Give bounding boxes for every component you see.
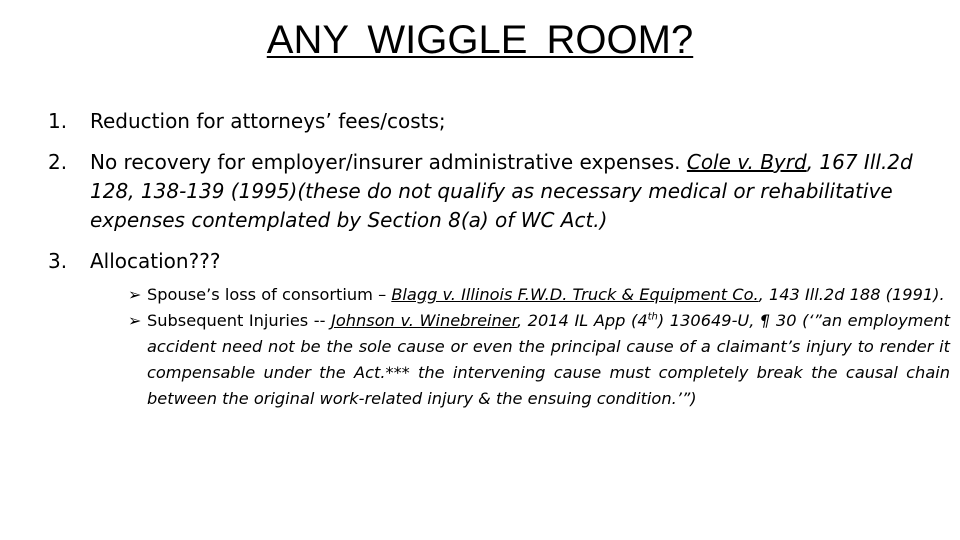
list-item-text: Allocation???	[90, 249, 221, 273]
case-citation-post: ) 130649-U, ¶ 30 (‘”an employment accident need not be the sole cause or even the principal cause of a claimant’s injury to render it compensable under the Act.*** the intervening cause must completely break the causal chain between the original work-related injury & the ensuing condition.’”)	[147, 311, 950, 408]
list-item-1	[48, 107, 914, 136]
sub-item-consortium	[128, 282, 950, 308]
sub-item-lead: Subsequent Injuries --	[147, 311, 332, 330]
case-name-cole: Cole v. Byrd	[686, 150, 807, 174]
list-item-lead: No recovery for employer/insurer administrative expenses.	[90, 150, 687, 174]
case-citation: , 167 Ill.2d 128, 138-139 (1995)(these do not qualify as necessary medical or rehabilitative expenses contemplated by Section 8(a) of WC Act.)	[90, 150, 913, 232]
case-name-johnson: Johnson v. Winebreiner	[331, 311, 517, 330]
sub-item-lead: Spouse’s loss of consortium –	[147, 285, 392, 304]
list-item-text	[90, 148, 914, 235]
list-item-2	[48, 148, 914, 235]
case-name-blagg: Blagg v. Illinois F.W.D. Truck & Equipment Co.	[391, 285, 759, 304]
arrow-bullet-icon: ➢	[128, 311, 142, 330]
list-item-text: Reduction for attorneys’ fees/costs;	[90, 109, 446, 133]
ordinal-superscript: th	[647, 311, 658, 323]
sub-item-subsequent-injuries	[128, 308, 950, 412]
slide-body	[48, 107, 950, 424]
list-number: 1.	[48, 109, 68, 133]
list-number: 2.	[48, 150, 68, 174]
list-number: 3.	[48, 249, 68, 273]
arrow-bullet-icon: ➢	[128, 285, 142, 304]
slide-title: ANY WIGGLE ROOM?	[266, 18, 694, 62]
sub-list	[128, 282, 950, 412]
list-item-3	[48, 247, 950, 412]
case-citation-pre: , 2014 IL App (4	[516, 311, 648, 330]
case-citation: , 143 Ill.2d 188 (1991).	[758, 285, 945, 304]
